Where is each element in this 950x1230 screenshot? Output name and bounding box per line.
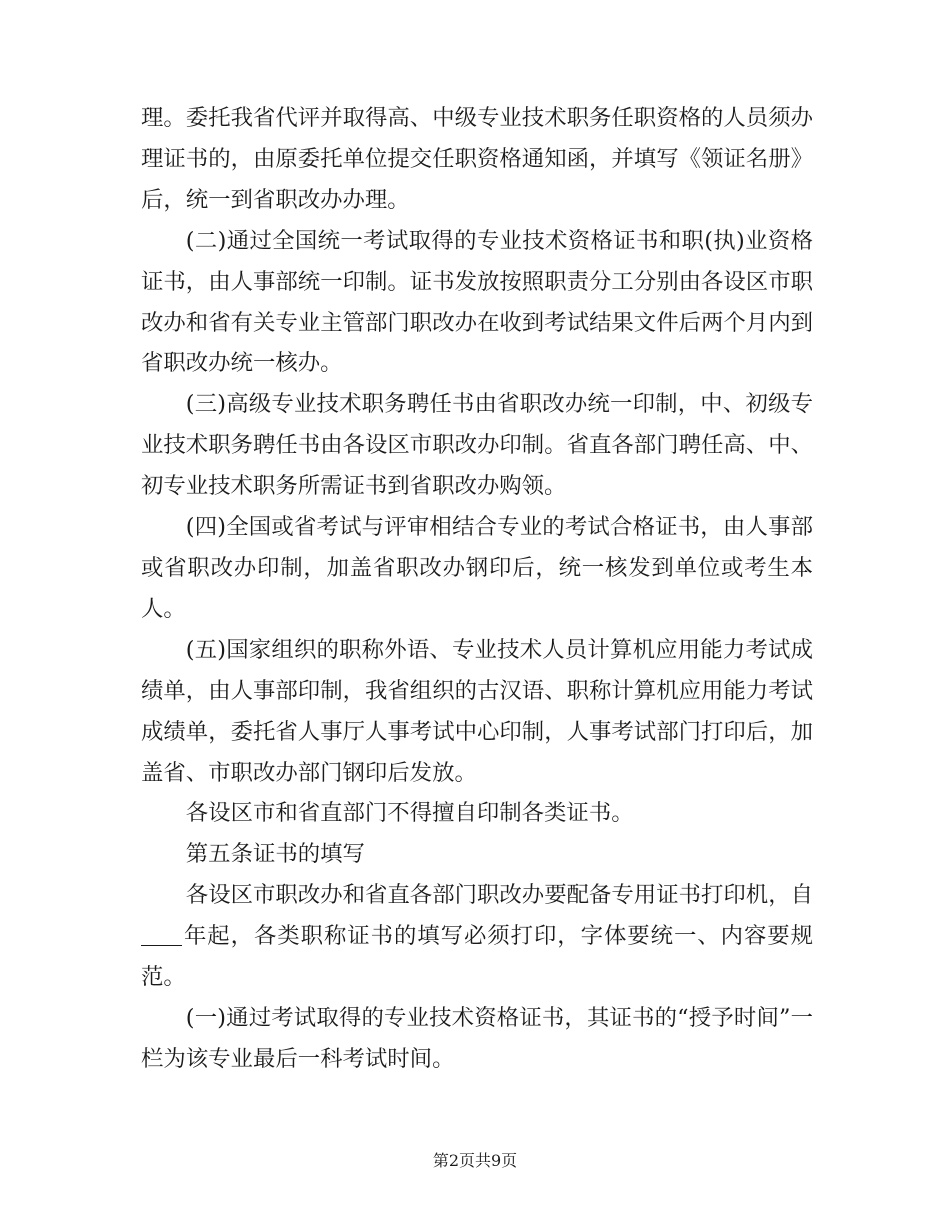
paragraph-printing-requirement xyxy=(141,875,813,998)
year-blank xyxy=(141,923,182,946)
paragraph-printing-part-a: 各设区市职改办和省直各部门职改办要配备专用证书打印机，自 xyxy=(185,882,813,909)
page-number: 第2页共9页 xyxy=(432,1151,518,1170)
paragraph-printing-part-b: 年起，各类职称证书的填写必须打印，字体要统一、内容要规范。 xyxy=(141,923,813,991)
paragraph-item-1-exam: (一)通过考试取得的专业技术资格证书，其证书的“授予时间”一栏为该专业最后一科考试时间。 xyxy=(141,1004,813,1072)
article-heading: 第五条证书的填写 xyxy=(185,841,365,868)
paragraph-item-5: (五)国家组织的职称外语、专业技术人员计算机应用能力考试成绩单，由人事部印制，我省组织的古汉语、职称计算机应用能力考试成绩单，委托省人事厅人事考试中心印制，人事考试部门打印后，加盖省、市职改办部门钢印后发放。 xyxy=(141,636,813,786)
paragraph-item-3: (三)高级专业技术职务聘任书由省职改办统一印制，中、初级专业技术职务聘任书由各设区市职改办印制。省直各部门聘任高、中、初专业技术职务所需证书到省职改办购领。 xyxy=(141,391,813,500)
paragraph-continuation: 理。委托我省代评并取得高、中级专业技术职务任职资格的人员须办理证书的，由原委托单位提交任职资格通知函，并填写《领证名册》后，统一到省职改办办理。 xyxy=(141,105,813,213)
paragraph-prohibition: 各设区市和省直部门不得擅自印制各类证书。 xyxy=(185,800,634,827)
document-body xyxy=(141,98,813,1080)
paragraph-item-4: (四)全国或省考试与评审相结合专业的考试合格证书，由人事部或省职改办印制，加盖省职改办钢印后，统一核发到单位或考生本人。 xyxy=(141,514,813,622)
paragraph-item-2: (二)通过全国统一考试取得的专业技术资格证书和职(执)业资格证书，由人事部统一印制。证书发放按照职责分工分别由各设区市职改办和省有关专业主管部门职改办在收到考试结果文件后两个月内到省职改办统一核办。 xyxy=(141,227,813,377)
